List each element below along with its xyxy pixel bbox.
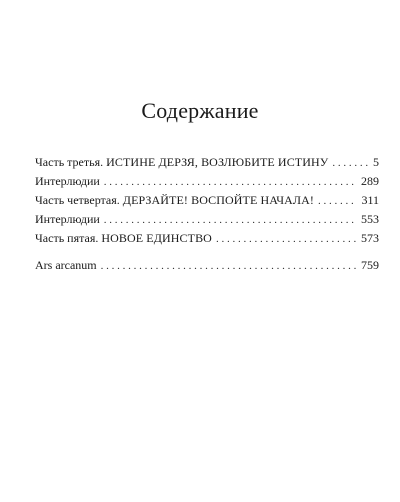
toc-page-number: 289	[361, 174, 379, 188]
dot-leader	[318, 194, 357, 208]
toc-page-number: 5	[373, 155, 379, 169]
toc-entry-title: ДЕРЗАЙТЕ! ВОСПОЙТЕ НАЧАЛА!	[122, 193, 314, 207]
page-title: Содержание	[141, 98, 259, 123]
toc-page-number: 573	[361, 231, 379, 245]
toc-entry-prefix: Часть четвертая.	[35, 193, 120, 207]
toc-entry-title: ИСТИНЕ ДЕРЗЯ, ВОЗЛЮБИТЕ ИСТИНУ	[106, 155, 329, 169]
toc-entry	[35, 155, 379, 169]
toc-entry	[35, 193, 379, 207]
toc-entry	[35, 174, 379, 188]
toc-page-number: 311	[361, 193, 379, 207]
toc-entry-prefix: Интерлюдии	[35, 212, 100, 226]
dot-leader	[101, 259, 357, 273]
toc-entry-prefix: Часть третья.	[35, 155, 104, 169]
dot-leader	[216, 232, 357, 246]
toc-entry-prefix: Ars arcanum	[35, 258, 97, 272]
toc-entry-title: НОВОЕ ЕДИНСТВО	[101, 231, 212, 245]
table-of-contents	[35, 155, 379, 277]
toc-entry-prefix: Интерлюдии	[35, 174, 100, 188]
dot-leader	[104, 213, 357, 227]
toc-entry	[35, 258, 379, 272]
toc-entry	[35, 231, 379, 245]
toc-entry	[35, 212, 379, 226]
dot-leader	[332, 156, 369, 170]
toc-page-number: 553	[361, 212, 379, 226]
toc-entry-prefix: Часть пятая.	[35, 231, 99, 245]
toc-page-number: 759	[361, 258, 379, 272]
dot-leader	[104, 175, 357, 189]
